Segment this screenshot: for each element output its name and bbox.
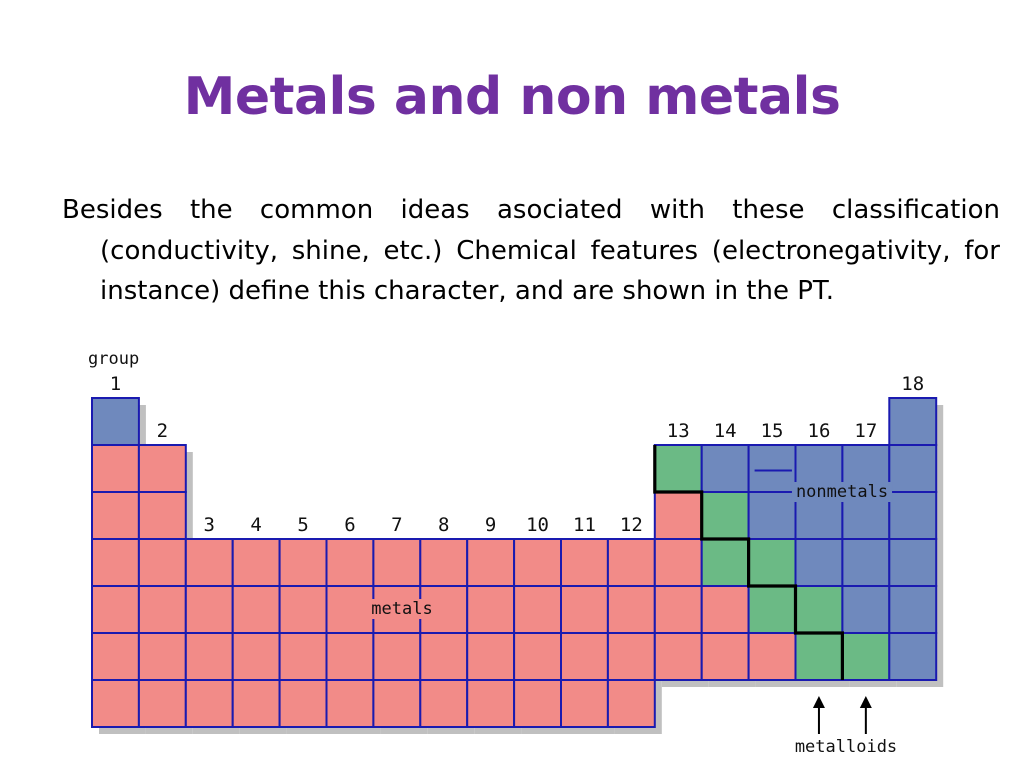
group-number: 8 (438, 514, 450, 536)
metal-cell (233, 633, 280, 680)
group-number: 13 (666, 420, 690, 442)
metal-cell (655, 586, 702, 633)
group-number: 2 (156, 420, 169, 442)
metal-cell (186, 633, 233, 680)
metal-cell (655, 633, 702, 680)
metals-label: metals (371, 599, 433, 619)
nonmetal-cell (92, 398, 139, 445)
metal-cell (608, 539, 655, 586)
metal-cell (139, 586, 186, 633)
group-number: 11 (573, 514, 596, 536)
metalloid-cell (796, 633, 843, 680)
metal-cell (280, 586, 327, 633)
metal-cell (373, 633, 420, 680)
group-number: 10 (526, 514, 549, 536)
group-number: 18 (901, 373, 925, 395)
metal-cell (280, 633, 327, 680)
nonmetal-cell (749, 492, 796, 539)
metal-cell (514, 680, 561, 727)
metal-cell (327, 680, 374, 727)
metalloid-cell (749, 586, 796, 633)
metalloid-arrows (813, 696, 872, 734)
metal-cell (92, 680, 139, 727)
metal-cell (702, 586, 749, 633)
group-number: 12 (619, 514, 643, 536)
metal-cell (608, 633, 655, 680)
metalloid-cell (702, 492, 749, 539)
metal-cell (655, 492, 702, 539)
metal-cell (139, 680, 186, 727)
nonmetal-cell (842, 539, 889, 586)
metal-cell (749, 633, 796, 680)
metal-cell (233, 680, 280, 727)
metal-cell (92, 586, 139, 633)
metalloid-cell (702, 539, 749, 586)
nonmetal-cell (889, 586, 936, 633)
arrow-head (813, 696, 825, 708)
group-number: 15 (760, 420, 784, 442)
nonmetal-cell (889, 492, 936, 539)
group-number: 17 (854, 420, 878, 442)
group-number: 3 (203, 514, 215, 536)
metal-cell (92, 492, 139, 539)
group-number: 5 (297, 514, 309, 536)
metal-cell (420, 633, 467, 680)
group-number: 7 (391, 514, 403, 536)
element-cells (92, 398, 936, 727)
group-number: 1 (109, 373, 122, 395)
metal-cell (561, 539, 608, 586)
metal-cell (92, 539, 139, 586)
metal-cell (514, 633, 561, 680)
nonmetal-cell (749, 445, 796, 492)
metal-cell (139, 445, 186, 492)
arrow-head (860, 696, 872, 708)
nonmetal-cell (889, 633, 936, 680)
metal-cell (92, 445, 139, 492)
metalloid-cell (655, 445, 702, 492)
metal-cell (514, 539, 561, 586)
metal-cell (608, 680, 655, 727)
metal-cell (420, 680, 467, 727)
metal-cell (561, 680, 608, 727)
metal-cell (373, 539, 420, 586)
metal-cell (561, 586, 608, 633)
metal-cell (327, 633, 374, 680)
nonmetal-cell (889, 539, 936, 586)
metal-cell (280, 539, 327, 586)
metal-cell (467, 539, 514, 586)
metal-cell (139, 492, 186, 539)
metal-cell (233, 586, 280, 633)
metal-cell (186, 586, 233, 633)
slide-title: Metals and non metals (183, 67, 841, 127)
nonmetal-cell (889, 445, 936, 492)
metal-cell (467, 586, 514, 633)
group-heading: group (88, 349, 140, 369)
metal-cell (327, 586, 374, 633)
group-number: 9 (484, 514, 497, 536)
metal-cell (327, 539, 374, 586)
group-number: 4 (250, 514, 262, 536)
nonmetals-label: nonmetals (795, 482, 889, 502)
metal-cell (139, 539, 186, 586)
metal-cell (561, 633, 608, 680)
metal-cell (514, 586, 561, 633)
metal-cell (420, 539, 467, 586)
group-number: 14 (713, 420, 737, 442)
metal-cell (139, 633, 186, 680)
metal-cell (186, 539, 233, 586)
nonmetal-cell (842, 586, 889, 633)
metal-cell (373, 680, 420, 727)
group-number: 16 (807, 420, 831, 442)
metalloid-cell (796, 586, 843, 633)
body-paragraph: Besides the common ideas asociated with these classification (conductivity, shine, etc.) Chemical features (electronegativity, for instance) define this character, and are shown in the PT. (62, 195, 1000, 306)
metal-cell (186, 680, 233, 727)
metal-cell (702, 633, 749, 680)
metal-cell (467, 680, 514, 727)
metal-cell (467, 633, 514, 680)
metalloid-cell (749, 539, 796, 586)
metal-cell (608, 586, 655, 633)
metalloids-label: metalloids (794, 737, 898, 757)
metal-cell (233, 539, 280, 586)
nonmetal-cell (796, 539, 843, 586)
metalloid-cell (842, 633, 889, 680)
metal-cell (280, 680, 327, 727)
metal-cell (92, 633, 139, 680)
group-number: 6 (344, 514, 356, 536)
nonmetal-cell (702, 445, 749, 492)
metal-cell (655, 539, 702, 586)
nonmetal-cell (889, 398, 936, 445)
